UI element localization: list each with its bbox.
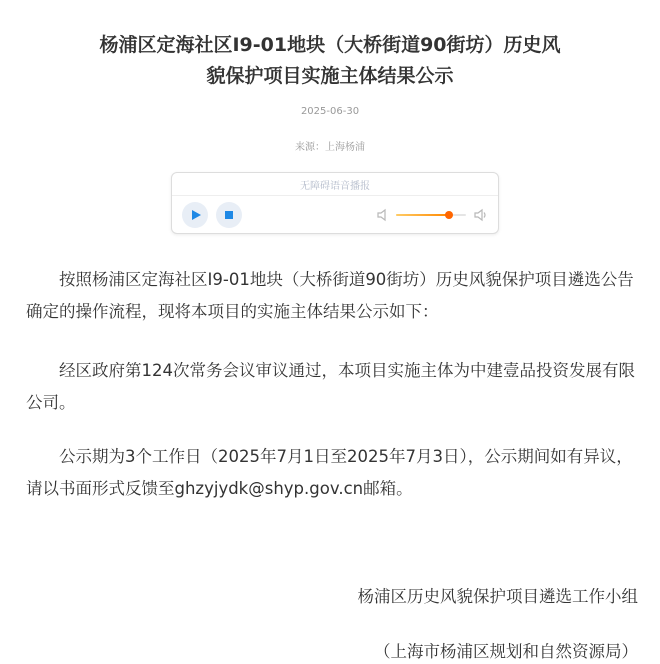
play-button[interactable] xyxy=(182,202,208,228)
body-paragraph-2: 经区政府第124次常务会议审议通过，本项目实施主体为中建壹品投资发展有限公司。 xyxy=(26,361,635,412)
body-paragraph-3: 公示期为3个工作日（2025年7月1日至2025年7月3日），公示期间如有异议，请以书面形式反馈至ghzyjydk@shyp.gov.cn邮箱。 xyxy=(26,447,633,498)
stop-button[interactable] xyxy=(216,202,242,228)
signature-bureau: （上海市杨浦区规划和自然资源局） xyxy=(374,642,638,661)
article-title xyxy=(40,30,620,92)
signature-group: 杨浦区历史风貌保护项目遴选工作小组 xyxy=(357,587,638,606)
article-title-line-1: 杨浦区定海社区I9-01地块（大桥街道90街坊）历史风 xyxy=(99,34,561,56)
volume-slider-fill xyxy=(396,214,449,216)
player-divider xyxy=(172,195,498,196)
volume-high-icon[interactable] xyxy=(474,208,488,222)
volume-low-icon[interactable] xyxy=(377,208,389,222)
audio-player xyxy=(171,172,499,234)
play-icon xyxy=(192,210,201,220)
publish-date: 2025-06-30 xyxy=(300,106,360,117)
volume-slider[interactable] xyxy=(396,214,466,216)
accessibility-audio-label: 无障碍语音播报 xyxy=(300,181,370,192)
article-title-line-2: 貌保护项目实施主体结果公示 xyxy=(206,65,454,87)
article-source: 来源：上海杨浦 xyxy=(295,142,365,153)
stop-icon xyxy=(225,211,233,219)
volume-slider-handle[interactable] xyxy=(445,211,453,219)
body-paragraph-1: 按照杨浦区定海社区I9-01地块（大桥街道90街坊）历史风貌保护项目遴选公告确定的操作流程，现将本项目的实施主体结果公示如下： xyxy=(26,270,634,321)
